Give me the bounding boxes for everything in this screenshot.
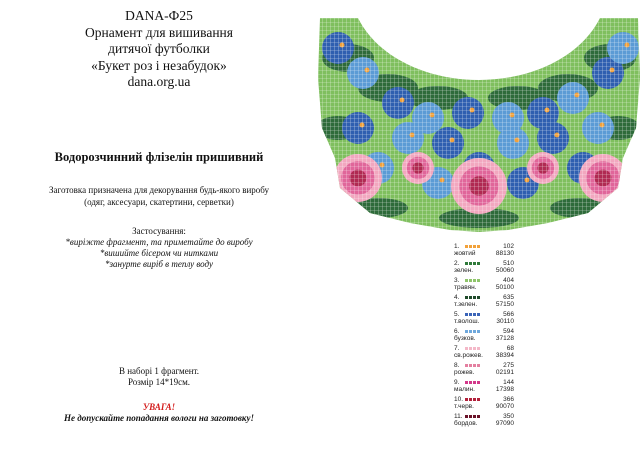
bead-swatch-icon <box>465 347 480 350</box>
legend-item <box>454 243 514 260</box>
title-block <box>0 8 318 91</box>
product-code: DANA-Ф25 <box>125 8 193 23</box>
bead-swatch-icon <box>465 398 480 401</box>
flower-center <box>525 178 530 183</box>
warning-text: Не допускайте попадання вологи на заготовку! <box>64 413 254 423</box>
flower-center <box>555 133 560 138</box>
bead-swatch-icon <box>465 296 480 299</box>
legend-color-name: зелен. <box>454 267 474 274</box>
bead-swatch-icon <box>465 381 480 384</box>
legend-color-name: бузков. <box>454 335 476 342</box>
flower-center <box>340 43 345 48</box>
bead-swatch-icon <box>465 262 480 265</box>
forget-me-not-cluster <box>322 32 354 64</box>
legend-code: 57150 <box>495 301 514 308</box>
legend-code: 30110 <box>496 318 514 325</box>
kit-line-1: В наборі 1 фрагмент. <box>118 366 200 376</box>
flower-center <box>430 113 435 118</box>
legend-color-name: жовтий <box>454 250 476 257</box>
legend-color-name: т.волош. <box>454 318 480 325</box>
legend-number: 6. <box>454 328 460 335</box>
legend-number: 7. <box>454 345 460 352</box>
legend-color-name: рожев. <box>454 369 475 376</box>
usage-step-1: *виріжте фрагмент, та приметайте до виробу <box>65 237 253 247</box>
legend-count: 594 <box>503 328 514 335</box>
rose-core <box>350 170 367 187</box>
flower-center <box>360 123 365 128</box>
flower-center <box>510 113 515 118</box>
legend-count: 275 <box>503 362 514 369</box>
legend-count: 566 <box>503 311 514 318</box>
forget-me-not-cluster <box>432 127 464 159</box>
flower-center <box>470 108 475 113</box>
legend-item <box>454 379 514 396</box>
forget-me-not-cluster <box>382 87 414 119</box>
legend-count: 510 <box>503 260 514 267</box>
legend-number: 9. <box>454 379 460 386</box>
legend-code: 90070 <box>495 403 514 410</box>
bead-swatch-icon <box>465 313 480 316</box>
legend-item <box>454 413 514 430</box>
bead-swatch-icon <box>465 245 480 248</box>
legend-code: 97090 <box>495 420 514 427</box>
legend-number: 8. <box>454 362 460 369</box>
legend-count: 404 <box>503 277 514 284</box>
forget-me-not-cluster <box>497 127 529 159</box>
title-line-3: «Букет роз і незабудок» <box>91 57 227 73</box>
legend-item <box>454 277 514 294</box>
legend-count: 350 <box>503 413 514 420</box>
bead-swatch-icon <box>465 330 480 333</box>
bead-swatch-icon <box>465 364 480 367</box>
website: dana.org.ua <box>127 74 191 89</box>
flower-center <box>450 138 455 143</box>
flower-center <box>575 93 580 98</box>
forget-me-not-cluster <box>607 32 639 64</box>
forget-me-not-cluster <box>537 122 569 154</box>
legend-code: 17398 <box>495 386 514 393</box>
kit-info <box>0 366 318 388</box>
rose-core <box>469 176 489 196</box>
legend-number: 1. <box>454 243 460 250</box>
legend-count: 144 <box>503 379 514 386</box>
flower-center <box>410 133 415 138</box>
forget-me-not-cluster <box>582 112 614 144</box>
legend-number: 4. <box>454 294 460 301</box>
info-panel <box>0 0 318 453</box>
legend-code: 38394 <box>495 352 514 359</box>
bead-swatch-icon <box>465 279 480 282</box>
legend-number: 2. <box>454 260 460 267</box>
forget-me-not-cluster <box>347 57 379 89</box>
flower-center <box>440 178 445 183</box>
legend-code: 50060 <box>495 267 514 274</box>
legend-count: 102 <box>503 243 514 250</box>
legend-item <box>454 345 514 362</box>
legend-color-name: бордов. <box>454 420 478 427</box>
warning-title: УВАГА! <box>142 402 176 412</box>
legend-color-name: травян. <box>454 284 477 291</box>
forget-me-not-cluster <box>392 122 424 154</box>
warning <box>0 402 318 424</box>
color-legend <box>454 243 514 430</box>
title-line-2: дитячої футболки <box>108 41 210 56</box>
rose-core <box>412 162 423 173</box>
flower-center <box>400 98 405 103</box>
legend-number: 3. <box>454 277 460 284</box>
legend-item <box>454 396 514 413</box>
legend-item <box>454 328 514 345</box>
legend-item <box>454 294 514 311</box>
rose-core <box>537 162 548 173</box>
legend-count: 68 <box>506 345 514 352</box>
flower-center <box>380 163 385 168</box>
title-line-1: Орнамент для вишивання <box>84 24 233 40</box>
legend-color-name: т.черв. <box>454 403 474 410</box>
legend-item <box>454 311 514 328</box>
embroidery-pattern-image <box>318 18 640 234</box>
description <box>0 185 318 208</box>
usage-title: Застосування: <box>132 226 186 236</box>
flower-center <box>545 108 550 113</box>
legend-count: 635 <box>503 294 514 301</box>
legend-color-name: т.зелен. <box>454 301 478 308</box>
subtitle: Водорозчинний флізелін пришивний <box>54 150 264 164</box>
forget-me-not-cluster <box>342 112 374 144</box>
usage-step-2: *вишийте бісером чи нитками <box>99 248 219 258</box>
usage-step-3: *занурте виріб в теплу воду <box>105 259 213 269</box>
legend-code: 50100 <box>495 284 514 291</box>
rose-core <box>595 170 612 187</box>
legend-item <box>454 362 514 379</box>
forget-me-not-cluster <box>452 97 484 129</box>
kit-line-2: Розмір 14*19см. <box>127 377 191 387</box>
flower-center <box>610 68 615 73</box>
legend-count: 366 <box>503 396 514 403</box>
bead-swatch-icon <box>465 415 480 418</box>
flower-center <box>600 123 605 128</box>
legend-code: 37128 <box>495 335 514 342</box>
description-line-1: Заготовка призначена для декорування будь-якого виробу <box>48 185 270 195</box>
legend-color-name: малин. <box>454 386 475 393</box>
usage-instructions <box>0 226 318 270</box>
forget-me-not-cluster <box>557 82 589 114</box>
legend-number: 5. <box>454 311 460 318</box>
legend-number: 10. <box>454 396 464 403</box>
flower-center <box>625 43 630 48</box>
legend-code: 88130 <box>495 250 514 257</box>
flower-center <box>515 138 520 143</box>
legend-color-name: св.рожев. <box>454 352 483 359</box>
legend-item <box>454 260 514 277</box>
description-line-2: (одяг, аксесуари, скатертини, серветки) <box>84 196 234 207</box>
flower-center <box>365 68 370 73</box>
legend-code: 02191 <box>495 369 514 376</box>
legend-number: 11. <box>454 413 463 420</box>
